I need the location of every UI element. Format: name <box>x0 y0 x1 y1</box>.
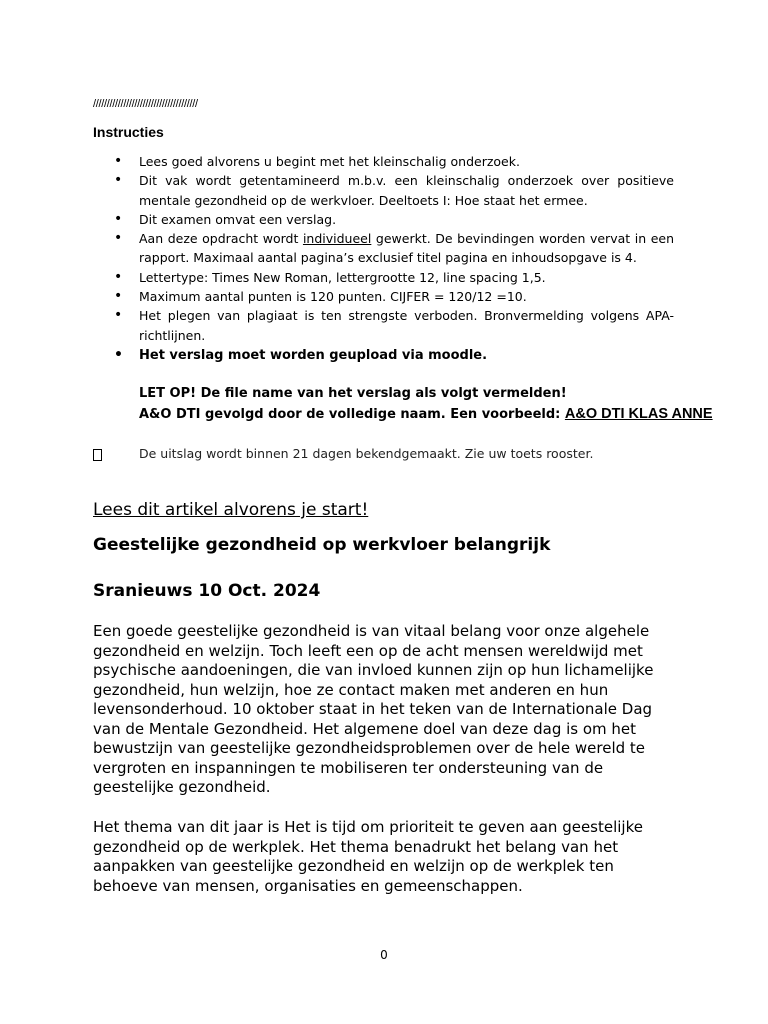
list-item: • Maximum aantal punten is 120 punten. CIJFER = 120/12 =10. <box>93 287 674 306</box>
bullet-icon: • <box>114 268 123 285</box>
list-item: • Dit vak wordt getentamineerd m.b.v. een kleinschalig onderzoek over positieve mentale gezondheid op de werkvloer. Deeltoets I: Hoe staat het ermee. <box>114 172 674 208</box>
bullet-icon: • <box>114 172 123 189</box>
underlined-word: individueel <box>302 231 372 247</box>
list-item: • Aan deze opdracht wordt individueel gewerkt. De bevindingen worden vervat in een rapport. Maximaal aantal pagina’s exclusief titel pagina en inhoudsopgave is 4. <box>114 230 674 266</box>
filename-notice <box>139 384 713 425</box>
article-paragraph-2: Het thema van dit jaar is Het is tijd om prioriteit te geven aan geestelijke gezondheid op de werkplek. Het thema benadrukt het belang van het aanpakken van geestelijke gezondheid en welzijn op de werkplek ten behoeve van mensen, organisaties en gemeenschappen. <box>93 818 643 895</box>
instructions-heading: Instructies <box>93 124 164 140</box>
bullet-icon: • <box>114 288 123 305</box>
result-note-text: De uitslag wordt binnen 21 dagen bekendgemaakt. Zie uw toets rooster. <box>139 446 594 461</box>
page-number: 0 <box>380 948 388 962</box>
list-item-upload: • Het verslag moet worden geupload via moodle. <box>93 346 674 365</box>
article-paragraph-1: Een goede geestelijke gezondheid is van vitaal belang voor onze algehele gezondheid en welzijn. Toch leeft een op de acht mensen wereldwijd met psychische aandoeningen, die van invloed kunnen zijn op hun lichamelijke gezondheid, hun welzijn, hoe ze contact maken met anderen en hun levensonderhoud. 10 oktober staat in het teken van de Internationale Dag van de Mentale Gezondheid. Het algemene doel van deze dag is om het bewustzijn van geestelijke gezondheidsproblemen over de hele wereld te vergroten en inspanningen te mobiliseren ter ondersteuning van de geestelijke gezondheid. <box>93 622 654 796</box>
instructions-list <box>93 152 674 365</box>
bullet-icon: • <box>114 307 123 324</box>
notice-line-2: A&O DTI gevolgd door de volledige naam. Een voorbeeld: A&O DTI KLAS ANNE <box>139 406 713 422</box>
bullet-icon: • <box>114 153 123 169</box>
list-item: • Lettertype: Times New Roman, lettergrootte 12, line spacing 1,5. <box>93 268 674 287</box>
bullet-icon: • <box>114 346 123 363</box>
list-item: • Het plegen van plagiaat is ten strengste verboden. Bronvermelding volgens APA-richtlijnen. <box>114 307 674 343</box>
list-item: • Lees goed alvorens u begint met het kleinschalig onderzoek. <box>93 152 674 171</box>
article-intro: Lees dit artikel alvorens je start! <box>93 500 369 520</box>
article-title: Geestelijke gezondheid op werkvloer belangrijk <box>93 535 551 555</box>
list-item: • Dit examen omvat een verslag. <box>93 210 674 229</box>
filename-example: A&O DTI KLAS ANNE <box>564 406 713 422</box>
notice-line-1: LET OP! De file name van het verslag als volgt vermelden! <box>139 386 567 401</box>
missing-glyph-icon <box>93 449 102 461</box>
bullet-icon: • <box>114 210 123 227</box>
bullet-icon: • <box>114 230 123 247</box>
article-source-date: Sranieuws 10 Oct. 2024 <box>93 581 321 601</box>
slash-separator: ////////////////////////////////////// <box>93 98 198 110</box>
